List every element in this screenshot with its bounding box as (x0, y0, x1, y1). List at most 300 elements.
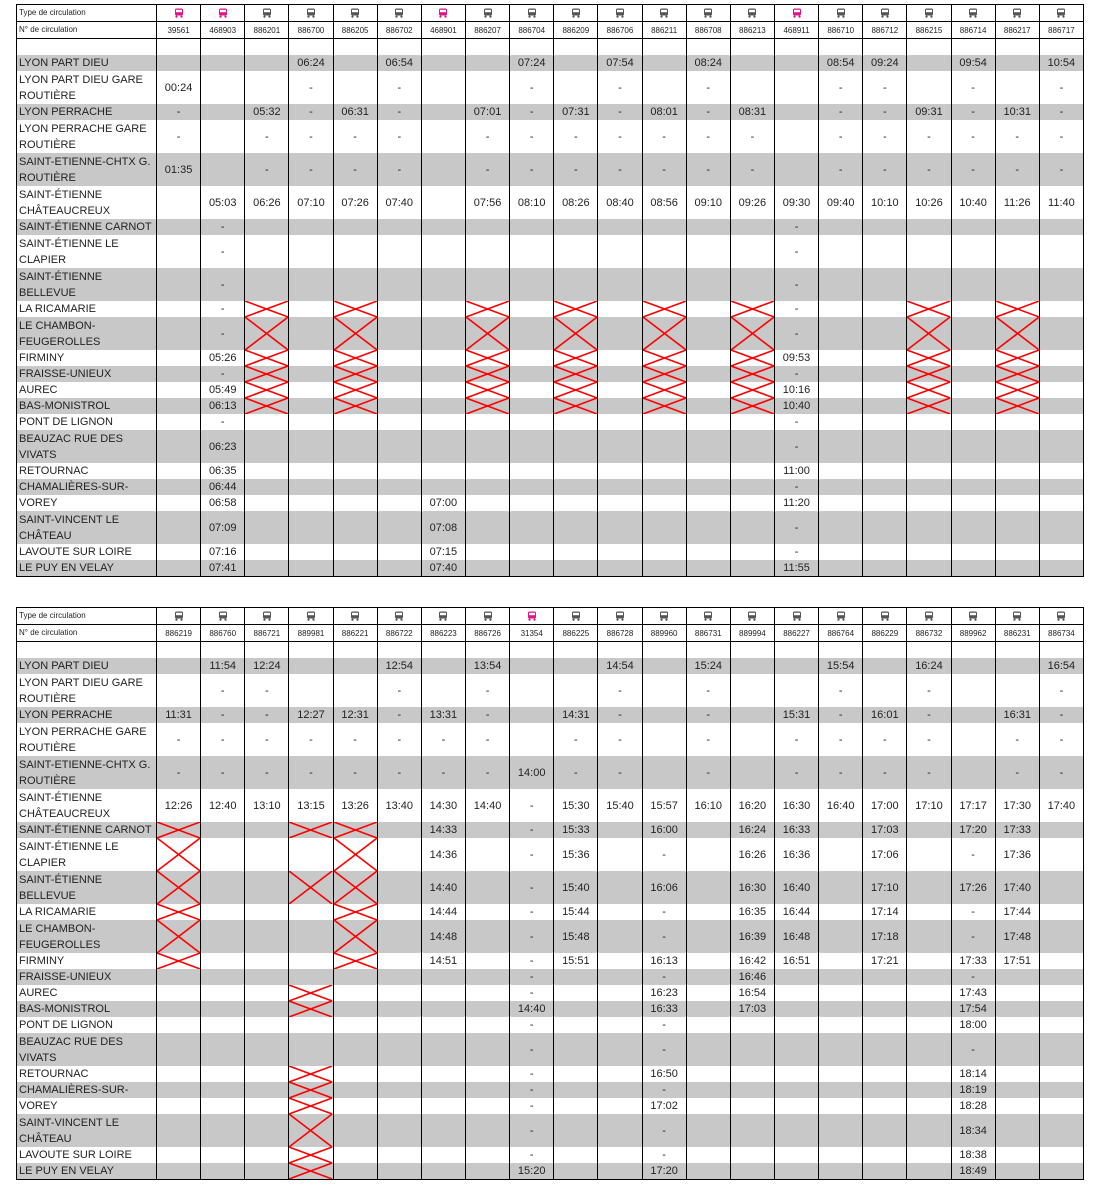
time-cell (157, 904, 201, 920)
time-cell: - (201, 235, 245, 268)
time-cell: - (819, 120, 863, 153)
time-cell: 17:10 (863, 871, 907, 904)
time-cell (730, 511, 774, 544)
time-cell (157, 219, 201, 235)
station-row (17, 789, 1084, 822)
time-cell: - (774, 219, 818, 235)
spacer-cell (421, 642, 465, 659)
time-cell: 14:31 (554, 707, 598, 723)
time-cell (730, 398, 774, 414)
time-cell: - (642, 969, 686, 985)
train-icon (967, 8, 979, 18)
time-cell (1039, 430, 1083, 463)
time-cell (995, 55, 1039, 71)
time-cell (686, 920, 730, 953)
time-cell (554, 398, 598, 414)
time-cell (201, 1033, 245, 1066)
time-cell (333, 463, 377, 479)
time-cell (995, 382, 1039, 398)
time-cell (1039, 544, 1083, 560)
time-cell (995, 430, 1039, 463)
time-cell (1039, 1114, 1083, 1147)
time-cell (377, 1147, 421, 1163)
circulation-number: 886225 (554, 625, 598, 642)
cancelled-cross-icon (731, 366, 774, 382)
time-cell: - (510, 1033, 554, 1066)
time-cell (951, 658, 995, 674)
time-cell (1039, 511, 1083, 544)
time-cell (510, 658, 554, 674)
time-cell (201, 953, 245, 969)
time-cell (289, 1147, 333, 1163)
cancelled-cross-icon (554, 301, 597, 317)
type-cell (333, 5, 377, 22)
time-cell (642, 235, 686, 268)
time-cell (686, 366, 730, 382)
time-cell (598, 366, 642, 382)
time-cell (730, 1114, 774, 1147)
time-cell (598, 838, 642, 871)
time-cell (598, 822, 642, 838)
time-cell (730, 1066, 774, 1082)
time-cell (907, 366, 951, 382)
time-cell (510, 301, 554, 317)
cancelled-cross-icon (907, 382, 950, 398)
time-cell (333, 674, 377, 707)
time-cell (201, 838, 245, 871)
time-cell (465, 350, 509, 366)
time-cell (201, 153, 245, 186)
type-cell (421, 5, 465, 22)
time-cell: - (421, 723, 465, 756)
station-row (17, 1098, 1084, 1114)
time-cell (201, 1001, 245, 1017)
time-cell (421, 1147, 465, 1163)
station-name: RETOURNAC (17, 463, 157, 479)
time-cell (598, 414, 642, 430)
time-cell (995, 1017, 1039, 1033)
time-cell (730, 1147, 774, 1163)
time-cell: - (465, 153, 509, 186)
time-cell (863, 544, 907, 560)
time-cell (598, 1082, 642, 1098)
spacer-cell (819, 642, 863, 659)
time-cell (995, 350, 1039, 366)
time-cell (598, 544, 642, 560)
time-cell (951, 463, 995, 479)
time-cell (245, 511, 289, 544)
timetable-1 (16, 4, 1084, 577)
time-cell: 08:01 (642, 104, 686, 120)
time-cell: 16:20 (730, 789, 774, 822)
type-cell (377, 5, 421, 22)
time-cell (201, 969, 245, 985)
time-cell (730, 1163, 774, 1180)
type-cell (289, 5, 333, 22)
time-cell: - (598, 723, 642, 756)
type-cell (157, 608, 201, 625)
time-cell (157, 495, 201, 511)
time-cell (642, 707, 686, 723)
time-cell (465, 463, 509, 479)
time-cell (642, 723, 686, 756)
time-cell (642, 479, 686, 495)
time-cell (157, 511, 201, 544)
time-cell (686, 511, 730, 544)
time-cell (907, 1033, 951, 1066)
time-cell: 07:16 (201, 544, 245, 560)
station-name: LA RICAMARIE (17, 904, 157, 920)
time-cell: - (951, 969, 995, 985)
time-cell: - (907, 756, 951, 789)
station-row (17, 822, 1084, 838)
train-icon (261, 8, 273, 18)
circulation-number: 886207 (465, 22, 509, 39)
cancelled-cross-icon (157, 920, 200, 953)
type-cell (951, 608, 995, 625)
spacer-cell (157, 642, 201, 659)
time-cell (201, 1147, 245, 1163)
circulation-number: 886221 (333, 625, 377, 642)
time-cell (289, 350, 333, 366)
time-cell (819, 1147, 863, 1163)
time-cell (465, 495, 509, 511)
train-icon (923, 611, 935, 621)
time-cell (289, 398, 333, 414)
time-cell (377, 463, 421, 479)
time-cell (554, 658, 598, 674)
time-cell (907, 219, 951, 235)
type-cell (333, 608, 377, 625)
station-name: LE PUY EN VELAY (17, 560, 157, 577)
time-cell (907, 495, 951, 511)
time-cell: 13:40 (377, 789, 421, 822)
time-cell (333, 495, 377, 511)
station-row (17, 985, 1084, 1001)
time-cell (995, 1163, 1039, 1180)
time-cell (730, 382, 774, 398)
time-cell (730, 71, 774, 104)
time-cell (907, 822, 951, 838)
time-cell: 16:40 (774, 871, 818, 904)
time-cell: 15:24 (686, 658, 730, 674)
time-cell (686, 301, 730, 317)
time-cell (819, 1114, 863, 1147)
time-cell: 07:31 (554, 104, 598, 120)
time-cell (598, 463, 642, 479)
cancelled-cross-icon (996, 317, 1039, 350)
time-cell: - (157, 104, 201, 120)
time-cell: - (686, 71, 730, 104)
time-cell (907, 871, 951, 904)
time-cell (819, 382, 863, 398)
station-name: LYON PART DIEU (17, 658, 157, 674)
time-cell (289, 1114, 333, 1147)
time-cell: 13:10 (245, 789, 289, 822)
station-row (17, 350, 1084, 366)
time-cell (421, 1163, 465, 1180)
time-cell (289, 479, 333, 495)
spacer-cell (1039, 39, 1083, 56)
time-cell (465, 268, 509, 301)
time-cell (465, 904, 509, 920)
time-cell (333, 658, 377, 674)
spacer-cell (1039, 642, 1083, 659)
time-cell: - (377, 120, 421, 153)
time-cell: - (333, 723, 377, 756)
station-name: SAINT-ÉTIENNE CHÂTEAUCREUX (17, 186, 157, 219)
time-cell: - (907, 120, 951, 153)
time-cell: 15:57 (642, 789, 686, 822)
time-cell: 17:10 (907, 789, 951, 822)
time-cell: - (245, 674, 289, 707)
time-cell: 07:40 (421, 560, 465, 577)
station-row (17, 398, 1084, 414)
time-cell (421, 414, 465, 430)
time-cell (686, 969, 730, 985)
time-cell (245, 1114, 289, 1147)
time-cell: - (951, 153, 995, 186)
time-cell: - (995, 756, 1039, 789)
time-cell: 17:03 (863, 822, 907, 838)
spacer-cell (17, 642, 157, 659)
time-cell: 08:40 (598, 186, 642, 219)
time-cell (289, 838, 333, 871)
time-cell (686, 544, 730, 560)
station-name: LA RICAMARIE (17, 301, 157, 317)
time-cell: 09:30 (774, 186, 818, 219)
time-cell (289, 511, 333, 544)
time-cell (289, 969, 333, 985)
time-cell (245, 822, 289, 838)
train-icon (349, 8, 361, 18)
station-name: LYON PERRACHE (17, 104, 157, 120)
type-cell (421, 608, 465, 625)
time-cell (774, 104, 818, 120)
time-cell (819, 511, 863, 544)
time-cell (951, 219, 995, 235)
time-cell: 18:28 (951, 1098, 995, 1114)
train-icon (570, 8, 582, 18)
time-cell (686, 268, 730, 301)
time-cell: 17:20 (951, 822, 995, 838)
station-row (17, 969, 1084, 985)
time-cell (157, 871, 201, 904)
cancelled-cross-icon (245, 366, 288, 382)
time-cell (333, 1066, 377, 1082)
time-cell: - (995, 723, 1039, 756)
time-cell: - (510, 985, 554, 1001)
time-cell: - (907, 674, 951, 707)
time-cell (686, 463, 730, 479)
time-cell (863, 317, 907, 350)
time-cell (377, 219, 421, 235)
time-cell (774, 1033, 818, 1066)
time-cell (157, 463, 201, 479)
spacer-cell (951, 642, 995, 659)
time-cell (333, 1114, 377, 1147)
time-cell: 16:24 (730, 822, 774, 838)
type-cell (245, 5, 289, 22)
spacer-cell (995, 39, 1039, 56)
time-cell (421, 1033, 465, 1066)
time-cell (333, 301, 377, 317)
time-cell (1039, 366, 1083, 382)
time-cell: - (819, 707, 863, 723)
time-cell (465, 1098, 509, 1114)
time-cell: 18:49 (951, 1163, 995, 1180)
time-cell (907, 430, 951, 463)
time-cell (554, 985, 598, 1001)
station-name: LYON PERRACHE GARE ROUTIÈRE (17, 120, 157, 153)
time-cell (951, 674, 995, 707)
time-cell: 07:54 (598, 55, 642, 71)
time-cell (377, 1163, 421, 1180)
cancelled-cross-icon (334, 920, 377, 953)
time-cell (951, 350, 995, 366)
time-cell (819, 985, 863, 1001)
station-name: LAVOUTE SUR LOIRE (17, 1147, 157, 1163)
time-cell (819, 366, 863, 382)
time-cell (730, 235, 774, 268)
time-cell (333, 1098, 377, 1114)
time-cell (289, 382, 333, 398)
time-cell (245, 969, 289, 985)
time-cell (598, 969, 642, 985)
circulation-number: 886710 (819, 22, 863, 39)
time-cell (907, 511, 951, 544)
time-cell: 01:35 (157, 153, 201, 186)
time-cell: 07:24 (510, 55, 554, 71)
time-cell: 16:35 (730, 904, 774, 920)
time-cell: - (642, 1033, 686, 1066)
time-cell (510, 723, 554, 756)
time-cell (510, 366, 554, 382)
time-cell (377, 495, 421, 511)
time-cell (730, 1033, 774, 1066)
time-cell (951, 723, 995, 756)
circulation-number: 39561 (157, 22, 201, 39)
time-cell (157, 268, 201, 301)
time-cell (245, 1147, 289, 1163)
time-cell (201, 71, 245, 104)
time-cell: - (642, 1017, 686, 1033)
time-cell (730, 301, 774, 317)
spacer-cell (686, 39, 730, 56)
circulation-number: 886215 (907, 22, 951, 39)
type-cell (819, 608, 863, 625)
time-cell (1039, 822, 1083, 838)
time-cell (907, 301, 951, 317)
time-cell (201, 822, 245, 838)
time-cell (863, 382, 907, 398)
time-cell (686, 317, 730, 350)
time-cell (245, 55, 289, 71)
time-cell: - (1039, 707, 1083, 723)
time-cell: - (774, 479, 818, 495)
circulation-number: 886722 (377, 625, 421, 642)
time-cell: - (819, 756, 863, 789)
time-cell (951, 398, 995, 414)
time-cell (907, 985, 951, 1001)
time-cell (598, 920, 642, 953)
time-cell: - (907, 707, 951, 723)
time-cell: 16:23 (642, 985, 686, 1001)
station-row (17, 55, 1084, 71)
time-cell: - (686, 104, 730, 120)
time-cell (377, 430, 421, 463)
time-cell (377, 1066, 421, 1082)
time-cell: - (1039, 674, 1083, 707)
station-row (17, 366, 1084, 382)
time-cell (157, 350, 201, 366)
time-cell (554, 301, 598, 317)
spacer-cell (157, 39, 201, 56)
train-icon (746, 611, 758, 621)
cancelled-cross-icon (334, 822, 377, 838)
time-cell (333, 511, 377, 544)
train-icon (482, 8, 494, 18)
time-cell (377, 414, 421, 430)
time-cell: - (245, 756, 289, 789)
time-cell: 06:26 (245, 186, 289, 219)
time-cell (730, 350, 774, 366)
time-cell: 14:40 (465, 789, 509, 822)
time-cell (774, 1001, 818, 1017)
station-row (17, 219, 1084, 235)
time-cell (863, 235, 907, 268)
station-row (17, 511, 1084, 544)
time-cell (554, 1066, 598, 1082)
time-cell (907, 350, 951, 366)
time-cell (289, 1033, 333, 1066)
time-cell (598, 350, 642, 366)
time-cell (819, 1033, 863, 1066)
number-header-label: N° de circulation (17, 22, 157, 39)
time-cell: - (598, 756, 642, 789)
time-cell (333, 838, 377, 871)
time-cell (730, 479, 774, 495)
spacer-cell (201, 39, 245, 56)
time-cell: - (819, 723, 863, 756)
time-cell: 16:48 (774, 920, 818, 953)
time-cell (774, 1098, 818, 1114)
time-cell: - (774, 414, 818, 430)
time-cell: - (157, 723, 201, 756)
time-cell (157, 55, 201, 71)
circulation-number: 886227 (774, 625, 818, 642)
spacer-cell (201, 642, 245, 659)
cancelled-cross-icon (643, 382, 686, 398)
time-cell (907, 414, 951, 430)
station-row (17, 463, 1084, 479)
time-cell: - (774, 366, 818, 382)
time-cell (377, 1082, 421, 1098)
time-cell (819, 235, 863, 268)
time-cell (819, 398, 863, 414)
spacer-cell (465, 642, 509, 659)
time-cell: 15:30 (554, 789, 598, 822)
cancelled-cross-icon (334, 350, 377, 366)
time-cell (377, 544, 421, 560)
time-cell (598, 1147, 642, 1163)
time-cell: 17:33 (951, 953, 995, 969)
time-cell (333, 985, 377, 1001)
time-cell (642, 382, 686, 398)
time-cell (1039, 1001, 1083, 1017)
time-cell (157, 674, 201, 707)
bus-icon (173, 8, 185, 18)
